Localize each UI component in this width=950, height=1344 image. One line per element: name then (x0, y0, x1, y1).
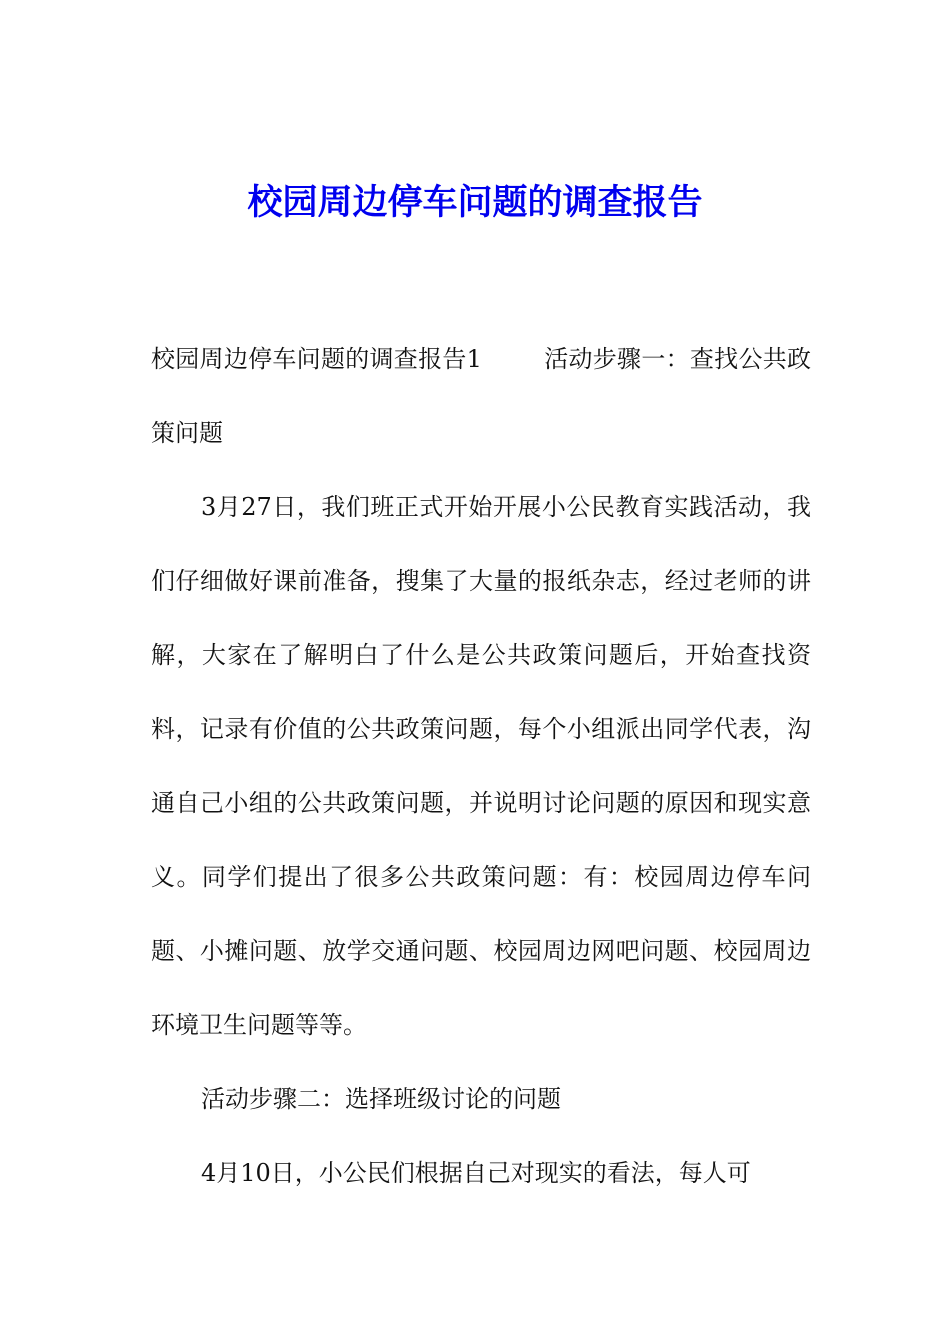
document-title: 校园周边停车问题的调查报告 (247, 182, 703, 223)
step-one-heading: 活动步骤一：查找公共政策问题 (151, 345, 812, 447)
report-label: 校园周边停车问题的调查报告1 (151, 345, 482, 373)
document-body (151, 322, 811, 1210)
heading-line (151, 322, 811, 470)
paragraph-3: 4月10日，小公民们根据自己对现实的看法，每人可 (201, 1159, 751, 1187)
paragraph-2: 活动步骤二：选择班级讨论的问题 (201, 1085, 561, 1113)
paragraph-1: 3月27日，我们班正式开始开展小公民教育实践活动，我们仔细做好课前准备，搜集了大量的报纸杂志，经过老师的讲解，大家在了解明白了什么是公共政策问题后，开始查找资料，记录有价值的公共政策问题，每个小组派出同学代表，沟通自己小组的公共政策问题，并说明讨论问题的原因和现实意义。同学们提出了很多公共政策问题：有：校园周边停车问题、小摊问题、放学交通问题、校园周边网吧问题、校园周边环境卫生问题等等。 (151, 493, 811, 1039)
